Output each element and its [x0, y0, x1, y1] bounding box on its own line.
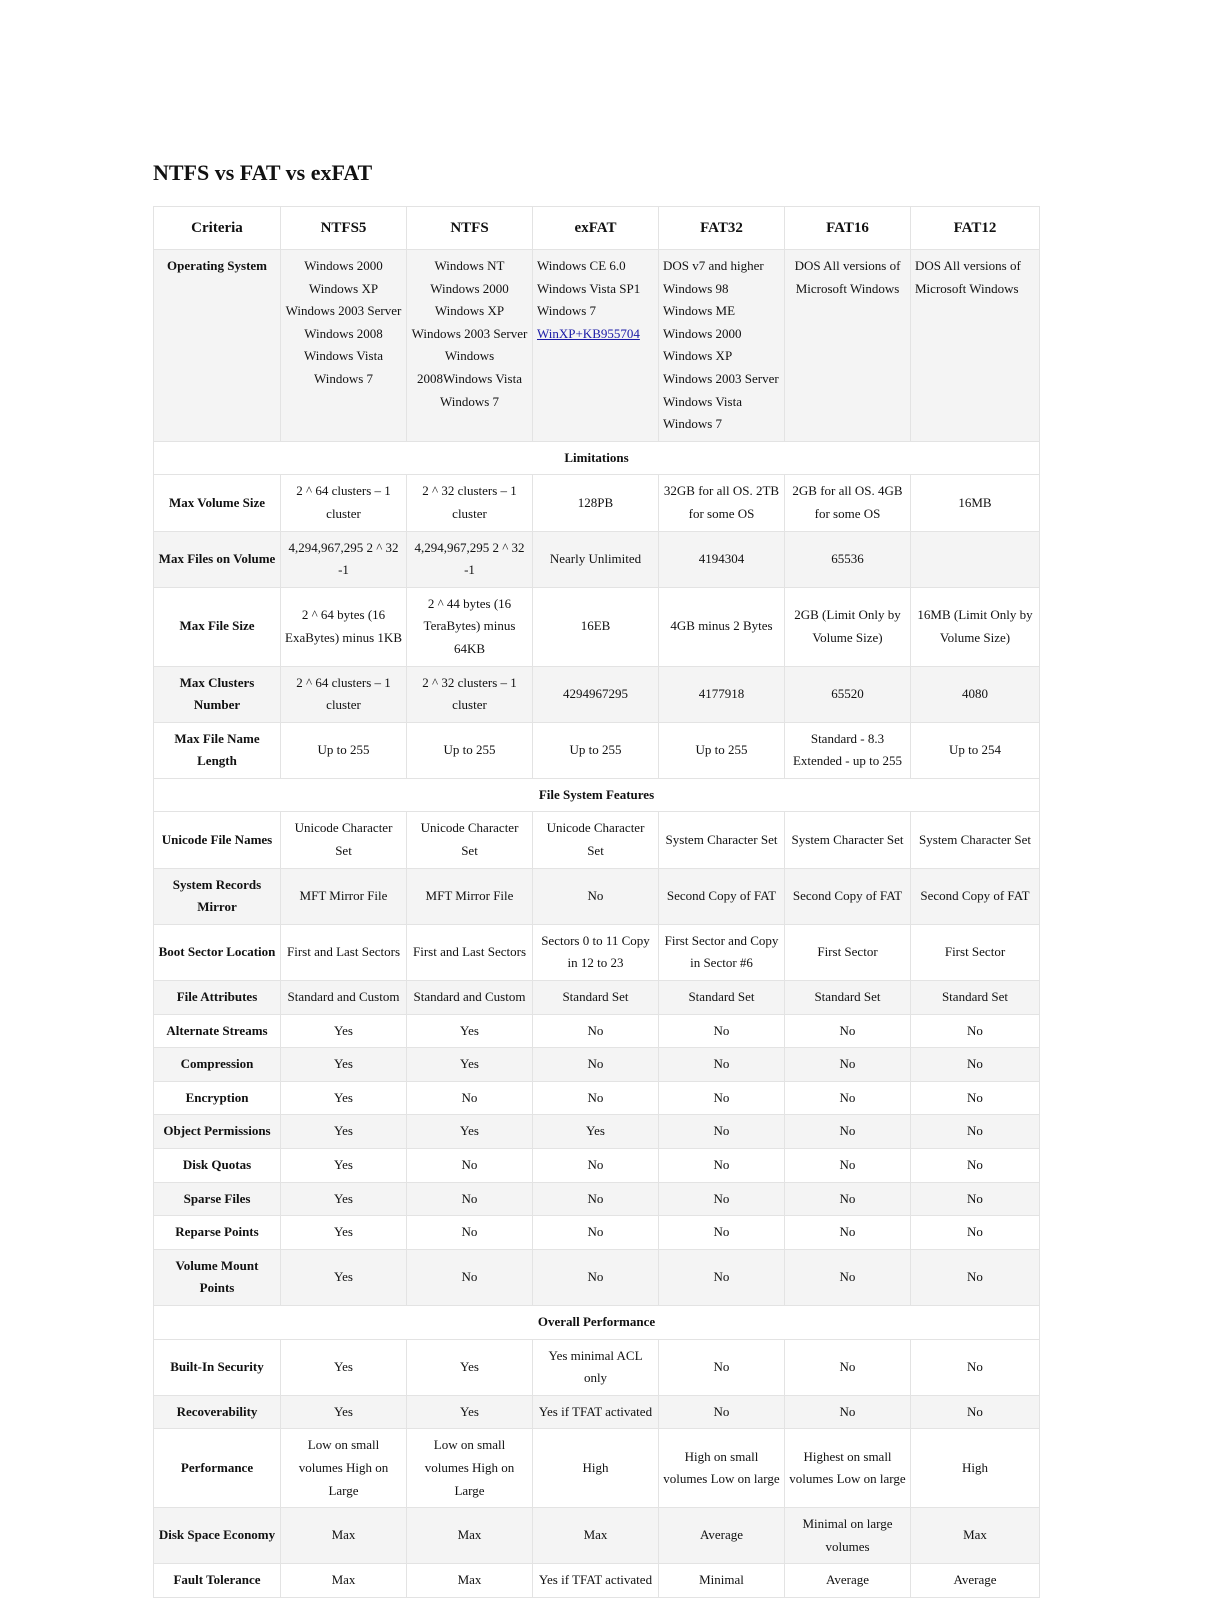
- table-cell: Second Copy of FAT: [659, 868, 785, 924]
- section-title: Limitations: [154, 441, 1040, 475]
- row-label: Alternate Streams: [154, 1014, 281, 1048]
- table-cell: First Sector: [911, 924, 1040, 980]
- table-cell: No: [533, 1249, 659, 1305]
- os-entry: Windows 2000: [430, 280, 509, 296]
- table-row: [154, 722, 1040, 778]
- table-cell: Yes: [281, 1395, 407, 1429]
- table-row: [154, 1182, 1040, 1216]
- os-entry: Windows Vista: [663, 393, 742, 409]
- table-cell: Standard and Custom: [407, 981, 533, 1015]
- row-label: Built-In Security: [154, 1339, 281, 1395]
- section-header-row: [154, 1305, 1040, 1339]
- row-label: Max File Size: [154, 587, 281, 666]
- table-cell: Yes: [533, 1115, 659, 1149]
- table-cell: 4,294,967,295 2 ^ 32 -1: [281, 531, 407, 587]
- row-label: File Attributes: [154, 981, 281, 1015]
- os-entry: Windows XP: [663, 348, 733, 364]
- table-cell: Minimal: [659, 1564, 785, 1598]
- table-row: [154, 1508, 1040, 1564]
- table-cell: No: [407, 1249, 533, 1305]
- table-cell: Minimal on large volumes: [785, 1508, 911, 1564]
- table-cell: Yes: [407, 1014, 533, 1048]
- table-cell: No: [785, 1149, 911, 1183]
- table-cell: 2 ^ 32 clusters – 1 cluster: [407, 666, 533, 722]
- table-row: [154, 666, 1040, 722]
- row-label: Disk Space Economy: [154, 1508, 281, 1564]
- table-cell: 16EB: [533, 587, 659, 666]
- table-cell: 2 ^ 64 clusters – 1 cluster: [281, 475, 407, 531]
- table-cell: Yes: [281, 1339, 407, 1395]
- table-cell: Unicode Character Set: [281, 812, 407, 868]
- table-cell: No: [659, 1048, 785, 1082]
- column-header: NTFS: [407, 207, 533, 250]
- table-cell: No: [659, 1339, 785, 1395]
- table-cell: Standard Set: [785, 981, 911, 1015]
- column-header: FAT32: [659, 207, 785, 250]
- table-cell: 2 ^ 44 bytes (16 TeraBytes) minus 64KB: [407, 587, 533, 666]
- table-cell: First Sector and Copy in Sector #6: [659, 924, 785, 980]
- table-row: [154, 1564, 1040, 1598]
- table-cell: Yes: [407, 1395, 533, 1429]
- table-cell: Yes: [281, 1048, 407, 1082]
- table-cell: Yes minimal ACL only: [533, 1339, 659, 1395]
- table-cell: No: [533, 1048, 659, 1082]
- row-label: Max File Name Length: [154, 722, 281, 778]
- table-row: [154, 1429, 1040, 1508]
- table-cell: 128PB: [533, 475, 659, 531]
- table-row: [154, 1014, 1040, 1048]
- table-cell: Max: [407, 1564, 533, 1598]
- table-cell: Up to 255: [533, 722, 659, 778]
- table-row: [154, 1249, 1040, 1305]
- table-row: [154, 531, 1040, 587]
- table-cell: 4194304: [659, 531, 785, 587]
- os-entry: Windows 2003 Server: [285, 303, 402, 319]
- os-entry: Windows 98: [663, 280, 729, 296]
- table-cell: Yes: [407, 1048, 533, 1082]
- table-row: [154, 1339, 1040, 1395]
- os-entry: 2008Windows Vista: [417, 370, 522, 386]
- table-cell: Average: [785, 1564, 911, 1598]
- table-cell: Highest on small volumes Low on large: [785, 1429, 911, 1508]
- table-cell: Max: [407, 1508, 533, 1564]
- row-label: Reparse Points: [154, 1216, 281, 1250]
- table-cell: Max: [281, 1564, 407, 1598]
- table-cell: Yes: [281, 1115, 407, 1149]
- table-row: [154, 1395, 1040, 1429]
- table-row: [154, 475, 1040, 531]
- table-cell: Max: [281, 1508, 407, 1564]
- table-cell: 2 ^ 64 clusters – 1 cluster: [281, 666, 407, 722]
- table-cell: High: [911, 1429, 1040, 1508]
- table-cell: Second Copy of FAT: [785, 868, 911, 924]
- table-cell: No: [533, 1216, 659, 1250]
- os-entry: Windows 7: [663, 416, 723, 432]
- table-cell: No: [533, 1081, 659, 1115]
- table-cell: No: [785, 1048, 911, 1082]
- table-cell: Low on small volumes High on Large: [281, 1429, 407, 1508]
- table-cell: Sectors 0 to 11 Copy in 12 to 23: [533, 924, 659, 980]
- row-label: Unicode File Names: [154, 812, 281, 868]
- table-cell: No: [407, 1216, 533, 1250]
- table-cell: No: [533, 1149, 659, 1183]
- table-cell: System Character Set: [659, 812, 785, 868]
- os-ntfs-cell: [407, 250, 533, 442]
- row-label: Encryption: [154, 1081, 281, 1115]
- page-title: NTFS vs FAT vs exFAT: [153, 160, 373, 185]
- table-row: [154, 1115, 1040, 1149]
- table-cell: No: [785, 1395, 911, 1429]
- row-label: Disk Quotas: [154, 1149, 281, 1183]
- table-cell: No: [407, 1182, 533, 1216]
- table-cell: No: [911, 1115, 1040, 1149]
- table-cell: Standard Set: [533, 981, 659, 1015]
- table-cell: Standard Set: [911, 981, 1040, 1015]
- section-title: File System Features: [154, 778, 1040, 812]
- os-entry: Windows CE 6.0: [537, 258, 626, 273]
- table-cell: 4177918: [659, 666, 785, 722]
- table-cell: System Character Set: [785, 812, 911, 868]
- table-cell: No: [785, 1182, 911, 1216]
- os-entry: Windows Vista SP1: [537, 280, 641, 296]
- table-cell: 16MB (Limit Only by Volume Size): [911, 587, 1040, 666]
- table-cell: No: [785, 1081, 911, 1115]
- table-cell: First Sector: [785, 924, 911, 980]
- os-entry: Windows 7: [313, 370, 374, 386]
- table-cell: No: [911, 1395, 1040, 1429]
- os-fat12-cell: DOS All versions of Microsoft Windows: [911, 250, 1040, 442]
- table-cell: 4,294,967,295 2 ^ 32 -1: [407, 531, 533, 587]
- section-title: Overall Performance: [154, 1305, 1040, 1339]
- table-cell: Yes: [281, 1149, 407, 1183]
- kb955704-link[interactable]: WinXP+KB955704: [537, 325, 640, 341]
- os-entry: Windows 2008: [304, 325, 383, 341]
- table-row: [154, 812, 1040, 868]
- table-cell: No: [785, 1115, 911, 1149]
- os-entry: Windows 2000: [304, 258, 383, 273]
- header-row: [154, 207, 1040, 250]
- table-cell: Unicode Character Set: [407, 812, 533, 868]
- table-cell: Yes: [281, 1014, 407, 1048]
- table-cell: Standard - 8.3 Extended - up to 255: [785, 722, 911, 778]
- os-entry: Windows 7: [439, 393, 500, 409]
- table-cell: 65536: [785, 531, 911, 587]
- table-cell: No: [533, 868, 659, 924]
- section-header-row: [154, 441, 1040, 475]
- table-cell: Yes: [281, 1216, 407, 1250]
- table-cell: First and Last Sectors: [281, 924, 407, 980]
- table-cell: 2GB for all OS. 4GB for some OS: [785, 475, 911, 531]
- table-cell: No: [911, 1182, 1040, 1216]
- section-header-row: [154, 778, 1040, 812]
- row-label: Sparse Files: [154, 1182, 281, 1216]
- table-cell: MFT Mirror File: [407, 868, 533, 924]
- column-header: FAT12: [911, 207, 1040, 250]
- os-entry: Windows: [444, 348, 495, 364]
- os-entry: Windows ME: [663, 303, 736, 319]
- os-entry: Windows Vista: [304, 348, 383, 364]
- row-label: Compression: [154, 1048, 281, 1082]
- table-cell: 2 ^ 64 bytes (16 ExaBytes) minus 1KB: [281, 587, 407, 666]
- table-cell: Yes: [281, 1081, 407, 1115]
- table-row: [154, 981, 1040, 1015]
- table-cell: Yes: [407, 1339, 533, 1395]
- table-cell: Up to 255: [281, 722, 407, 778]
- table-row: [154, 1048, 1040, 1082]
- os-entry: Windows 2000: [663, 325, 742, 341]
- row-label: Performance: [154, 1429, 281, 1508]
- column-header: FAT16: [785, 207, 911, 250]
- table-cell: High: [533, 1429, 659, 1508]
- table-cell: No: [911, 1014, 1040, 1048]
- os-ntfs5-cell: [281, 250, 407, 442]
- table-cell: System Character Set: [911, 812, 1040, 868]
- row-label: Boot Sector Location: [154, 924, 281, 980]
- table-cell: 65520: [785, 666, 911, 722]
- os-entry: Windows 2003 Server: [411, 325, 528, 341]
- table-cell: Up to 255: [659, 722, 785, 778]
- table-cell: No: [785, 1339, 911, 1395]
- table-cell: Average: [659, 1508, 785, 1564]
- table-cell: No: [659, 1182, 785, 1216]
- os-fat16-cell: DOS All versions of Microsoft Windows: [785, 250, 911, 442]
- table-cell: No: [785, 1216, 911, 1250]
- table-row-operating-system: [154, 250, 1040, 442]
- table-cell: MFT Mirror File: [281, 868, 407, 924]
- row-label: Max Volume Size: [154, 475, 281, 531]
- table-row: [154, 1081, 1040, 1115]
- os-entry: Windows NT: [434, 258, 505, 273]
- table-cell: Standard Set: [659, 981, 785, 1015]
- table-cell: Yes if TFAT activated: [533, 1395, 659, 1429]
- table-cell: First and Last Sectors: [407, 924, 533, 980]
- column-header: exFAT: [533, 207, 659, 250]
- table-cell: Max: [533, 1508, 659, 1564]
- table-cell: Yes: [281, 1182, 407, 1216]
- table-cell: No: [911, 1048, 1040, 1082]
- table-cell: Yes if TFAT activated: [533, 1564, 659, 1598]
- table-cell: 32GB for all OS. 2TB for some OS: [659, 475, 785, 531]
- table-cell: Yes: [281, 1249, 407, 1305]
- row-label: Max Files on Volume: [154, 531, 281, 587]
- column-header: NTFS5: [281, 207, 407, 250]
- table-cell: No: [659, 1249, 785, 1305]
- table-row: [154, 587, 1040, 666]
- table-cell: No: [911, 1149, 1040, 1183]
- table-cell: Up to 255: [407, 722, 533, 778]
- table-cell: No: [659, 1014, 785, 1048]
- table-cell: Second Copy of FAT: [911, 868, 1040, 924]
- table-cell: No: [659, 1149, 785, 1183]
- table-cell: No: [911, 1339, 1040, 1395]
- row-label: Object Permissions: [154, 1115, 281, 1149]
- table-cell: No: [911, 1216, 1040, 1250]
- table-cell: No: [407, 1149, 533, 1183]
- table-cell: No: [785, 1249, 911, 1305]
- table-cell: No: [785, 1014, 911, 1048]
- column-header: Criteria: [154, 207, 281, 250]
- table-cell: Average: [911, 1564, 1040, 1598]
- table-cell: Up to 254: [911, 722, 1040, 778]
- table-cell: Max: [911, 1508, 1040, 1564]
- row-label: Volume Mount Points: [154, 1249, 281, 1305]
- table-cell: Standard and Custom: [281, 981, 407, 1015]
- table-cell: 2 ^ 32 clusters – 1 cluster: [407, 475, 533, 531]
- row-label: Operating System: [154, 250, 281, 442]
- table-cell: No: [659, 1081, 785, 1115]
- table-cell: No: [659, 1395, 785, 1429]
- os-entry: Windows 7: [537, 303, 597, 319]
- table-cell: Unicode Character Set: [533, 812, 659, 868]
- table-cell: No: [911, 1249, 1040, 1305]
- table-row: [154, 924, 1040, 980]
- comparison-table: [153, 206, 1040, 1598]
- table-cell: No: [911, 1081, 1040, 1115]
- row-label: Max Clusters Number: [154, 666, 281, 722]
- os-entry: DOS v7 and higher: [663, 258, 764, 273]
- os-exfat-cell: [533, 250, 659, 442]
- table-cell: No: [407, 1081, 533, 1115]
- os-fat32-cell: [659, 250, 785, 442]
- table-cell: High on small volumes Low on large: [659, 1429, 785, 1508]
- row-label: Fault Tolerance: [154, 1564, 281, 1598]
- table-cell: 4GB minus 2 Bytes: [659, 587, 785, 666]
- row-label: Recoverability: [154, 1395, 281, 1429]
- table-cell: 4080: [911, 666, 1040, 722]
- table-cell: No: [659, 1216, 785, 1250]
- os-entry: Windows 2003 Server: [663, 370, 779, 386]
- table-cell: [911, 531, 1040, 587]
- table-cell: No: [659, 1115, 785, 1149]
- table-cell: 2GB (Limit Only by Volume Size): [785, 587, 911, 666]
- table-cell: No: [533, 1014, 659, 1048]
- table-cell: Yes: [407, 1115, 533, 1149]
- table-cell: Nearly Unlimited: [533, 531, 659, 587]
- os-entry: Windows XP: [308, 280, 379, 296]
- row-label: System Records Mirror: [154, 868, 281, 924]
- table-cell: No: [533, 1182, 659, 1216]
- table-row: [154, 1149, 1040, 1183]
- table-row: [154, 1216, 1040, 1250]
- table-cell: 4294967295: [533, 666, 659, 722]
- table-row: [154, 868, 1040, 924]
- os-entry: Windows XP: [434, 303, 505, 319]
- table-cell: Low on small volumes High on Large: [407, 1429, 533, 1508]
- table-cell: 16MB: [911, 475, 1040, 531]
